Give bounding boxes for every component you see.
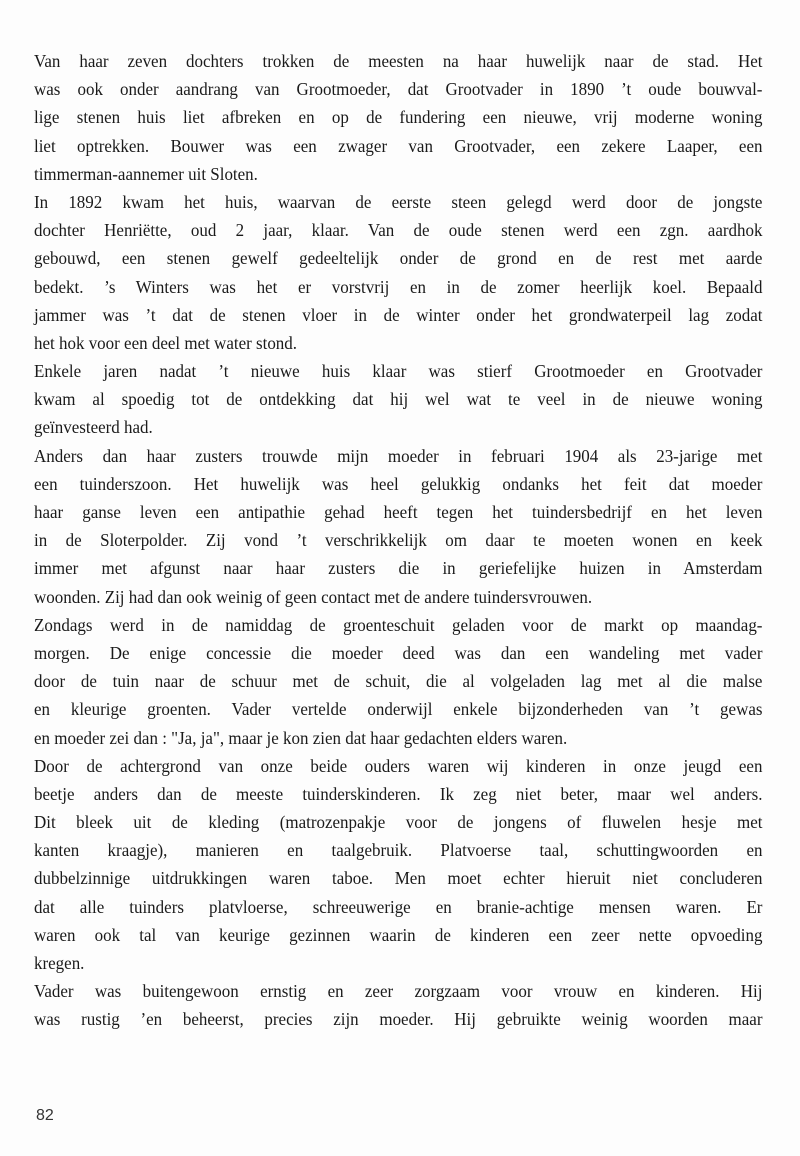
text-line: waren ook tal van keurige gezinnen waarin de kinderen een zeer nette opvoeding bbox=[34, 924, 763, 945]
text-line: morgen. De enige concessie die moeder deed was dan een wandeling met vader bbox=[34, 642, 763, 663]
text-line: woonden. Zij had dan ook weinig of geen contact met de andere tuindersvrouwen. bbox=[34, 586, 593, 607]
text-line: kregen. bbox=[34, 953, 85, 973]
text-line: Door de achtergrond van onze beide ouders waren wij kinderen in onze jeugd een bbox=[34, 755, 763, 776]
text-line: Van haar zeven dochters trokken de meesten na haar huwelijk naar de stad. Het bbox=[34, 51, 763, 71]
paragraph-3 bbox=[34, 357, 762, 442]
text-line: gebouwd, een stenen gewelf gedeeltelijk onder de grond en de rest met aarde bbox=[34, 248, 763, 269]
text-line: Zondags werd in de namiddag de groenteschuit geladen voor de markt op maandag- bbox=[34, 614, 763, 635]
paragraph-4 bbox=[34, 442, 762, 611]
text-line: liet optrekken. Bouwer was een zwager van Grootvader, een zekere Laaper, een bbox=[34, 135, 763, 156]
paragraph-1 bbox=[34, 47, 762, 188]
text-line: Vader was buitengewoon ernstig en zeer zorgzaam voor vrouw en kinderen. Hij bbox=[34, 981, 763, 1002]
text-line: jammer was ’t dat de stenen vloer in de winter onder het grondwaterpeil lag zodat bbox=[34, 304, 763, 325]
paragraph-7 bbox=[34, 977, 762, 1033]
text-line: bedekt. ’s Winters was het er vorstvrij en in de zomer heerlijk koel. Bepaald bbox=[34, 276, 763, 297]
text-line: dat alle tuinders platvloerse, schreeuwerige en branie-achtige mensen waren. Er bbox=[34, 896, 763, 917]
text-line: dochter Henriëtte, oud 2 jaar, klaar. Van de oude stenen werd een zgn. aardhok bbox=[34, 220, 763, 241]
text-line: het hok voor een deel met water stond. bbox=[34, 332, 298, 353]
text-line: timmerman-aannemer uit Sloten. bbox=[34, 163, 258, 184]
text-line: lige stenen huis liet afbreken en op de fundering een nieuwe, vrij moderne woning bbox=[34, 107, 763, 128]
text-line: Dit bleek uit de kleding (matrozenpakje voor de jongens of fluwelen hesje met bbox=[34, 812, 763, 833]
text-line: een tuinderszoon. Het huwelijk was heel gelukkig ondanks het feit dat moeder bbox=[34, 473, 763, 494]
text-line: immer met afgunst naar haar zusters die in geriefelijke huizen in Amsterdam bbox=[34, 558, 763, 579]
text-line: kanten kraagje), manieren en taalgebruik. Platvoerse taal, schuttingwoorden en bbox=[34, 840, 763, 861]
text-line: was ook onder aandrang van Grootmoeder, dat Grootvader in 1890 ’t oude bouwval- bbox=[34, 79, 763, 100]
text-line: Enkele jaren nadat ’t nieuwe huis klaar was stierf Grootmoeder en Grootvader bbox=[34, 361, 763, 382]
text-line: kwam al spoedig tot de ontdekking dat hij wel wat te veel in de nieuwe woning bbox=[34, 389, 763, 410]
text-line: en kleurige groenten. Vader vertelde onderwijl enkele bijzonderheden van ’t gewas bbox=[34, 699, 763, 720]
paragraph-5 bbox=[34, 611, 762, 752]
paragraph-2 bbox=[34, 188, 762, 357]
page-body bbox=[34, 47, 762, 1034]
page-number: 82 bbox=[36, 1107, 54, 1124]
text-line: door de tuin naar de schuur met de schuit, die al volgeladen lag met al die malse bbox=[34, 671, 763, 692]
text-line: Anders dan haar zusters trouwde mijn moeder in februari 1904 als 23-jarige met bbox=[34, 445, 763, 466]
text-line: In 1892 kwam het huis, waarvan de eerste steen gelegd werd door de jongste bbox=[34, 191, 763, 212]
text-line: was rustig ’en beheerst, precies zijn moeder. Hij gebruikte weinig woorden maar bbox=[34, 1009, 763, 1030]
text-line: beetje anders dan de meeste tuinderskinderen. Ik zeg niet beter, maar wel anders. bbox=[34, 783, 763, 804]
paragraph-6 bbox=[34, 752, 762, 978]
text-line: en moeder zei dan : "Ja, ja", maar je kon zien dat haar gedachten elders waren. bbox=[34, 727, 568, 748]
text-line: haar ganse leven een antipathie gehad heeft tegen het tuindersbedrijf en het leven bbox=[34, 502, 763, 522]
text-line: in de Sloterpolder. Zij vond ’t verschrikkelijk om daar te moeten wonen en keek bbox=[34, 530, 763, 551]
text-line: dubbelzinnige uitdrukkingen waren taboe. Men moet echter hieruit niet concluderen bbox=[34, 868, 763, 889]
text-line: geïnvesteerd had. bbox=[34, 417, 153, 438]
